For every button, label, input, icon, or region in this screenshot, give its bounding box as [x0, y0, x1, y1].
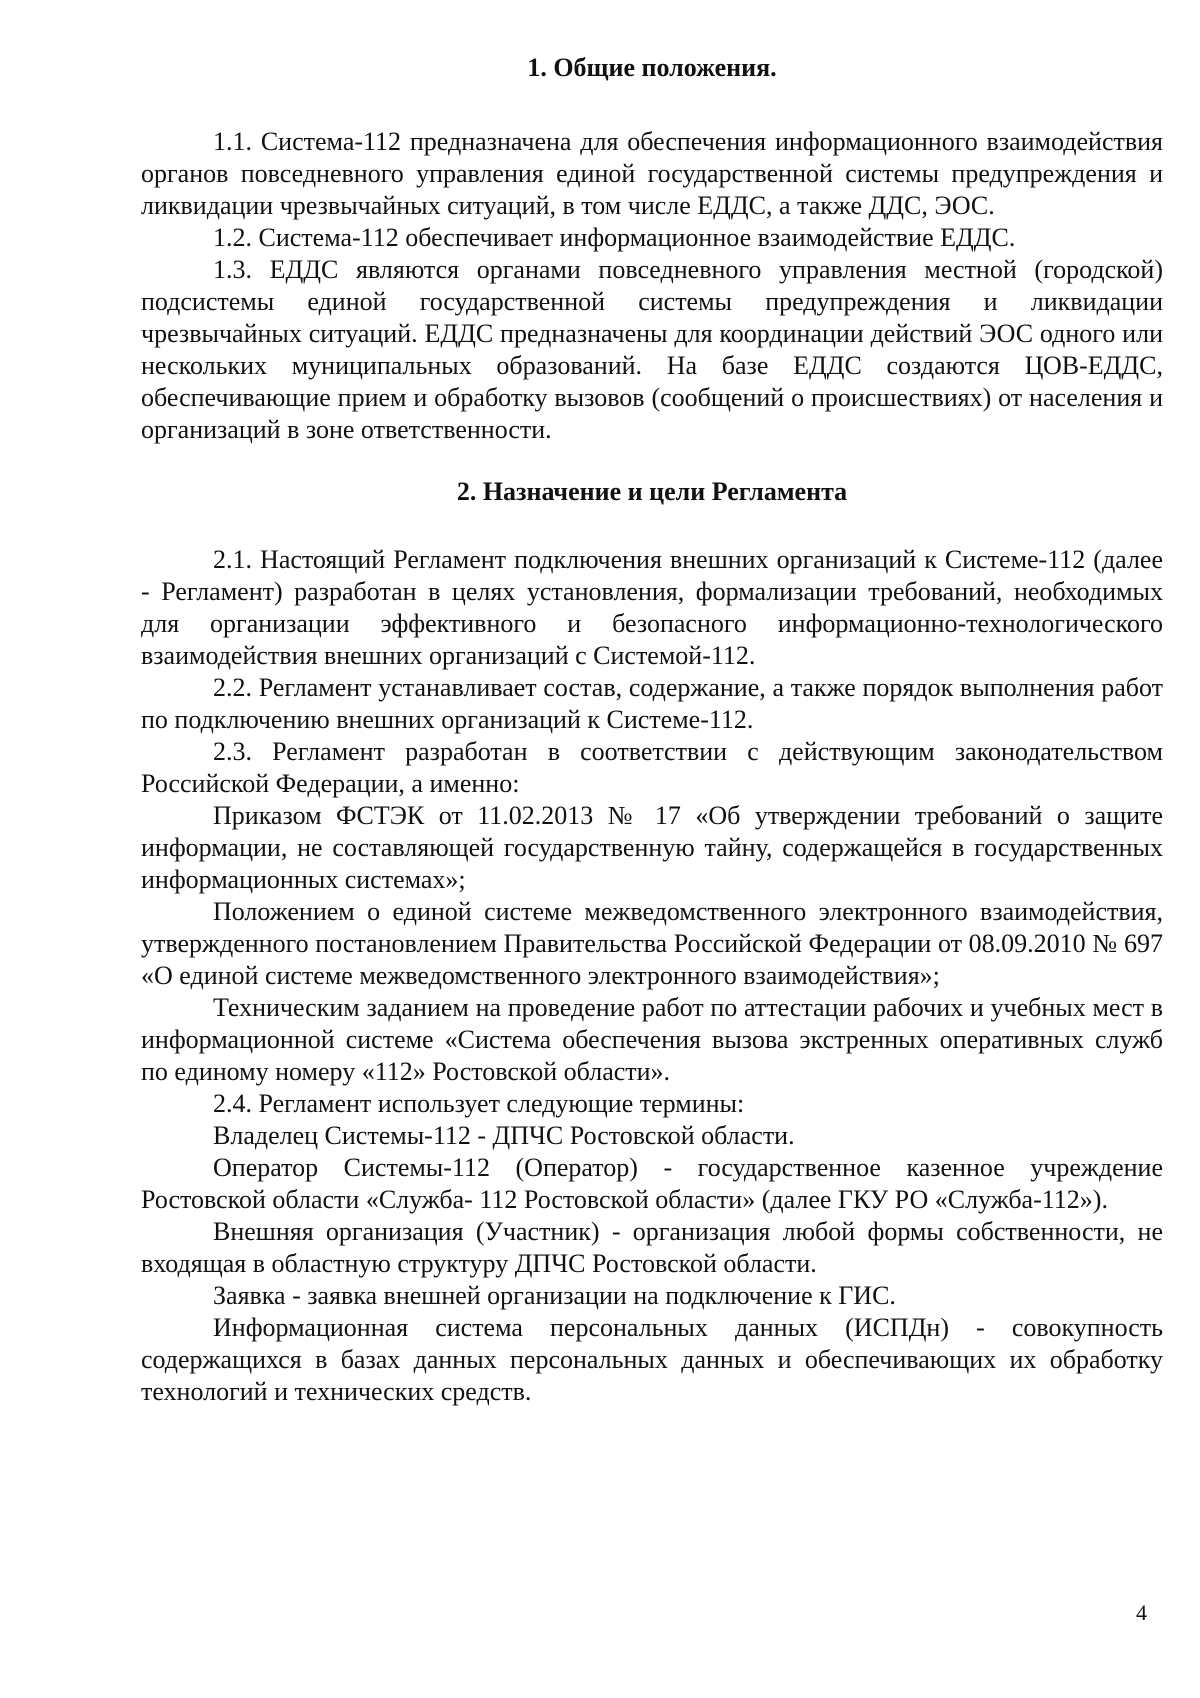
- document-page: [141, 52, 1163, 1408]
- term-application: Заявка - заявка внешней организации на подключение к ГИС.: [213, 1281, 896, 1310]
- term-external-organization: Внешняя организация (Участник) - организация любой формы собственности, не входящая в областную структуру ДПЧС Ростовской области.: [141, 1217, 1163, 1278]
- term-operator: Оператор Системы-112 (Оператор) - государственное казенное учреждение Ростовской области «Служба- 112 Ростовской области» (далее ГКУ РО «Служба-112»).: [141, 1153, 1163, 1214]
- term-owner: Владелец Системы-112 - ДПЧС Ростовской области.: [213, 1121, 795, 1150]
- paragraph-2-4: 2.4. Регламент использует следующие термины:: [213, 1089, 745, 1118]
- paragraph-1-2: 1.2. Система-112 обеспечивает информационное взаимодействие ЕДДС.: [213, 223, 1016, 252]
- paragraph-2-3-smev-regulation: Положением о единой системе межведомственного электронного взаимодействия, утвержденного постановлением Правительства Российской Федерации от 08.09.2010 № 697 «О единой системе межведомственного электронного взаимодействия»;: [141, 897, 1163, 990]
- section-2-heading: 2. Назначение и цели Регламента: [456, 477, 848, 506]
- section-1-heading: 1. Общие положения.: [527, 53, 777, 82]
- paragraph-1-1: 1.1. Система-112 предназначена для обеспечения информационного взаимодействия органов повседневного управления единой государственной системы предупреждения и ликвидации чрезвычайных ситуаций, в том числе ЕДДС, а также ДДС, ЭОС.: [141, 127, 1163, 220]
- paragraph-1-3: 1.3. ЕДДС являются органами повседневного управления местной (городской) подсистемы единой государственной системы предупреждения и ликвидации чрезвычайных ситуаций. ЕДДС предназначены для координации действий ЭОС одного или нескольких муниципальных образований. На базе ЕДДС создаются ЦОВ-ЕДДС, обеспечивающие прием и обработку вызовов (сообщений о происшествиях) от населения и организаций в зоне ответственности.: [141, 255, 1163, 444]
- page-number: 4: [1136, 1600, 1147, 1625]
- paragraph-2-3-fstek-order: Приказом ФСТЭК от 11.02.2013 № 17 «Об утверждении требований о защите информации, не составляющей государственную тайну, содержащейся в государственных информационных системах»;: [141, 801, 1163, 894]
- paragraph-2-1: 2.1. Настоящий Регламент подключения внешних организаций к Системе-112 (далее - Регламент) разработан в целях установления, формализации требований, необходимых для организации эффективного и безопасного информационно-технологического взаимодействия внешних организаций с Системой-112.: [141, 545, 1163, 670]
- paragraph-2-3: 2.3. Регламент разработан в соответствии с действующим законодательством Российской Федерации, а именно:: [141, 737, 1163, 798]
- paragraph-2-2: 2.2. Регламент устанавливает состав, содержание, а также порядок выполнения работ по подключению внешних организаций к Системе-112.: [141, 673, 1163, 734]
- term-ispdn: Информационная система персональных данных (ИСПДн) - совокупность содержащихся в базах данных персональных данных и обеспечивающих их обработку технологий и технических средств.: [141, 1313, 1163, 1406]
- paragraph-2-3-technical-task: Техническим заданием на проведение работ по аттестации рабочих и учебных мест в информационной системе «Система обеспечения вызова экстренных оперативных служб по единому номеру «112» Ростовской области».: [141, 993, 1163, 1086]
